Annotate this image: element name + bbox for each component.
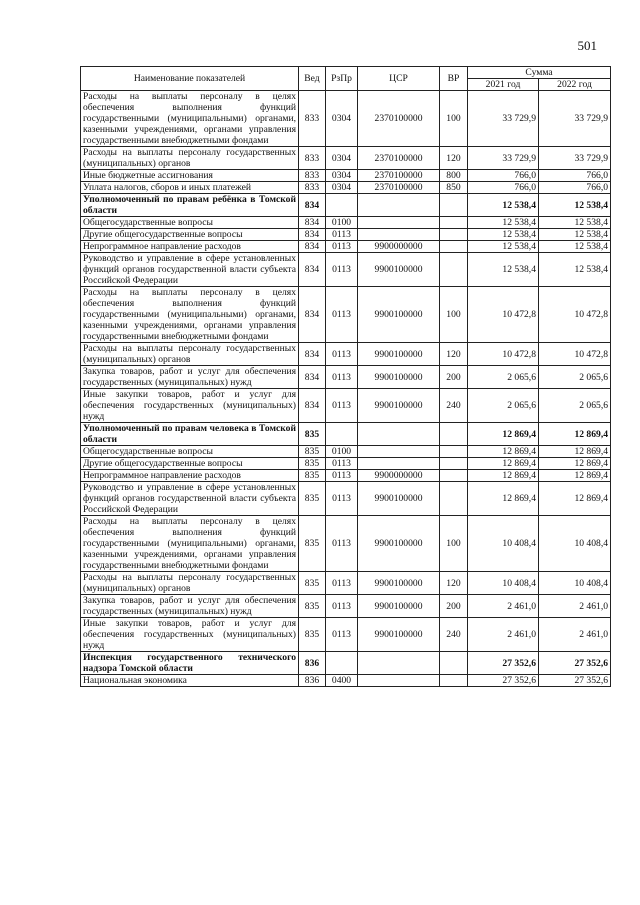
cell-sum-2021: 12 869,4 (468, 458, 539, 470)
table-row (81, 389, 611, 423)
cell-rzpr: 0113 (326, 343, 358, 366)
cell-vr: 850 (440, 182, 468, 194)
cell-vr (440, 470, 468, 482)
cell-sum-2021: 2 461,0 (468, 618, 539, 652)
cell-rzpr: 0113 (326, 482, 358, 516)
cell-csr: 9900100000 (358, 595, 440, 618)
cell-csr (358, 229, 440, 241)
cell-rzpr: 0113 (326, 366, 358, 389)
cell-csr: 9900100000 (358, 343, 440, 366)
cell-csr: 2370100000 (358, 182, 440, 194)
cell-sum-2021: 12 869,4 (468, 423, 539, 446)
cell-rzpr (326, 423, 358, 446)
header-rzpr: РзПр (326, 67, 358, 91)
table-row-department (81, 423, 611, 446)
cell-sum-2022: 10 472,8 (539, 287, 611, 343)
table-row (81, 516, 611, 572)
cell-rzpr: 0113 (326, 287, 358, 343)
cell-csr (358, 675, 440, 687)
cell-name: Иные бюджетные ассигнования (81, 170, 299, 182)
cell-csr (358, 217, 440, 229)
cell-sum-2021: 10 472,8 (468, 287, 539, 343)
cell-sum-2021: 12 538,4 (468, 217, 539, 229)
cell-sum-2022: 2 065,6 (539, 389, 611, 423)
cell-rzpr: 0113 (326, 229, 358, 241)
cell-sum-2022: 2 461,0 (539, 618, 611, 652)
cell-sum-2022: 33 729,9 (539, 147, 611, 170)
cell-name: Руководство и управление в сфере установленных функций органов государственной власти субъекта Российской Федерации (81, 253, 299, 287)
cell-rzpr: 0113 (326, 618, 358, 652)
cell-vr: 120 (440, 572, 468, 595)
table-row (81, 446, 611, 458)
cell-sum-2021: 10 408,4 (468, 572, 539, 595)
cell-rzpr: 0113 (326, 470, 358, 482)
table-body (81, 91, 611, 687)
cell-sum-2021: 33 729,9 (468, 147, 539, 170)
cell-rzpr: 0304 (326, 91, 358, 147)
cell-ved: 833 (299, 91, 326, 147)
cell-vr: 120 (440, 343, 468, 366)
table-row (81, 170, 611, 182)
cell-ved: 833 (299, 147, 326, 170)
cell-vr (440, 423, 468, 446)
cell-ved: 835 (299, 595, 326, 618)
cell-name: Руководство и управление в сфере установленных функций органов государственной власти субъекта Российской Федерации (81, 482, 299, 516)
header-name: Наименование показателей (81, 67, 299, 91)
cell-vr (440, 229, 468, 241)
cell-vr: 100 (440, 516, 468, 572)
cell-name: Национальная экономика (81, 675, 299, 687)
cell-ved: 835 (299, 572, 326, 595)
cell-sum-2022: 27 352,6 (539, 652, 611, 675)
table-row (81, 470, 611, 482)
cell-name: Расходы на выплаты персоналу государственных (муниципальных) органов (81, 147, 299, 170)
cell-csr: 9900000000 (358, 470, 440, 482)
table-row (81, 229, 611, 241)
cell-csr: 9900100000 (358, 287, 440, 343)
cell-vr (440, 652, 468, 675)
cell-rzpr: 0113 (326, 389, 358, 423)
cell-ved: 834 (299, 229, 326, 241)
cell-name: Иные закупки товаров, работ и услуг для обеспечения государственных (муниципальных) нужд (81, 389, 299, 423)
cell-csr: 2370100000 (358, 91, 440, 147)
table-row (81, 91, 611, 147)
cell-ved: 836 (299, 675, 326, 687)
cell-sum-2022: 27 352,6 (539, 675, 611, 687)
cell-name: Уполномоченный по правам человека в Томской области (81, 423, 299, 446)
cell-sum-2021: 10 408,4 (468, 516, 539, 572)
cell-name: Расходы на выплаты персоналу в целях обеспечения выполнения функций государственными (муниципальными) органами, казенными учреждениями, органами управления государственными внебюджетными фондами (81, 91, 299, 147)
cell-sum-2021: 12 538,4 (468, 194, 539, 217)
table-header (81, 67, 611, 91)
cell-sum-2022: 12 538,4 (539, 194, 611, 217)
cell-name: Общегосударственные вопросы (81, 446, 299, 458)
cell-sum-2021: 12 869,4 (468, 446, 539, 458)
cell-name: Непрограммное направление расходов (81, 241, 299, 253)
cell-ved: 835 (299, 458, 326, 470)
cell-csr (358, 194, 440, 217)
cell-csr: 9900100000 (358, 253, 440, 287)
cell-name: Уплата налогов, сборов и иных платежей (81, 182, 299, 194)
table-row (81, 366, 611, 389)
cell-csr (358, 446, 440, 458)
cell-sum-2021: 27 352,6 (468, 652, 539, 675)
cell-ved: 835 (299, 446, 326, 458)
cell-sum-2021: 12 869,4 (468, 470, 539, 482)
cell-sum-2022: 10 408,4 (539, 572, 611, 595)
cell-sum-2021: 12 538,4 (468, 229, 539, 241)
cell-sum-2021: 2 065,6 (468, 389, 539, 423)
cell-csr (358, 423, 440, 446)
table-row (81, 482, 611, 516)
table-row (81, 618, 611, 652)
cell-vr: 240 (440, 618, 468, 652)
cell-csr: 9900100000 (358, 366, 440, 389)
cell-ved: 834 (299, 389, 326, 423)
cell-ved: 834 (299, 343, 326, 366)
cell-ved: 835 (299, 482, 326, 516)
cell-csr (358, 652, 440, 675)
cell-ved: 836 (299, 652, 326, 675)
table-row (81, 287, 611, 343)
cell-rzpr: 0113 (326, 458, 358, 470)
cell-sum-2022: 12 869,4 (539, 423, 611, 446)
cell-sum-2021: 2 065,6 (468, 366, 539, 389)
cell-sum-2021: 2 461,0 (468, 595, 539, 618)
cell-rzpr: 0113 (326, 595, 358, 618)
cell-vr (440, 482, 468, 516)
header-csr: ЦСР (358, 67, 440, 91)
cell-rzpr: 0113 (326, 253, 358, 287)
cell-name: Расходы на выплаты персоналу в целях обеспечения выполнения функций государственными (муниципальными) органами, казенными учреждениями, органами управления государственными внебюджетными фондами (81, 516, 299, 572)
cell-name: Расходы на выплаты персоналу государственных (муниципальных) органов (81, 572, 299, 595)
cell-sum-2022: 12 538,4 (539, 229, 611, 241)
cell-csr: 9900100000 (358, 516, 440, 572)
cell-rzpr (326, 194, 358, 217)
cell-sum-2021: 766,0 (468, 170, 539, 182)
cell-csr: 9900000000 (358, 241, 440, 253)
header-year-2021: 2021 год (468, 79, 539, 91)
cell-vr (440, 194, 468, 217)
cell-ved: 833 (299, 170, 326, 182)
cell-ved: 835 (299, 516, 326, 572)
cell-sum-2021: 766,0 (468, 182, 539, 194)
cell-ved: 835 (299, 470, 326, 482)
cell-vr (440, 675, 468, 687)
cell-rzpr: 0304 (326, 147, 358, 170)
table-row (81, 253, 611, 287)
table-row (81, 147, 611, 170)
cell-vr (440, 217, 468, 229)
cell-name: Другие общегосударственные вопросы (81, 229, 299, 241)
cell-vr: 100 (440, 91, 468, 147)
table-row-department (81, 194, 611, 217)
cell-sum-2022: 33 729,9 (539, 91, 611, 147)
cell-name: Уполномоченный по правам ребёнка в Томской области (81, 194, 299, 217)
cell-sum-2022: 12 869,4 (539, 458, 611, 470)
cell-rzpr: 0100 (326, 446, 358, 458)
cell-sum-2021: 33 729,9 (468, 91, 539, 147)
cell-vr: 200 (440, 595, 468, 618)
cell-csr: 9900100000 (358, 572, 440, 595)
cell-ved: 835 (299, 423, 326, 446)
header-sum: Сумма (468, 67, 611, 79)
cell-vr (440, 253, 468, 287)
cell-sum-2021: 12 538,4 (468, 253, 539, 287)
cell-csr: 9900100000 (358, 482, 440, 516)
cell-name: Расходы на выплаты персоналу государственных (муниципальных) органов (81, 343, 299, 366)
cell-rzpr: 0400 (326, 675, 358, 687)
cell-name: Общегосударственные вопросы (81, 217, 299, 229)
cell-sum-2021: 12 538,4 (468, 241, 539, 253)
cell-sum-2021: 10 472,8 (468, 343, 539, 366)
cell-sum-2022: 766,0 (539, 182, 611, 194)
cell-sum-2022: 2 461,0 (539, 595, 611, 618)
cell-csr: 2370100000 (358, 170, 440, 182)
table-row (81, 241, 611, 253)
cell-sum-2021: 12 869,4 (468, 482, 539, 516)
header-year-2022: 2022 год (539, 79, 611, 91)
cell-name: Закупка товаров, работ и услуг для обеспечения государственных (муниципальных) нужд (81, 595, 299, 618)
header-vr: ВР (440, 67, 468, 91)
cell-name: Расходы на выплаты персоналу в целях обеспечения выполнения функций государственными (муниципальными) органами, казенными учреждениями, органами управления государственными внебюджетными фондами (81, 287, 299, 343)
cell-vr: 800 (440, 170, 468, 182)
cell-ved: 835 (299, 618, 326, 652)
cell-sum-2022: 12 869,4 (539, 470, 611, 482)
cell-sum-2022: 10 472,8 (539, 343, 611, 366)
cell-ved: 834 (299, 194, 326, 217)
cell-sum-2022: 12 538,4 (539, 217, 611, 229)
cell-vr (440, 458, 468, 470)
table-row (81, 595, 611, 618)
cell-name: Непрограммное направление расходов (81, 470, 299, 482)
table-row (81, 182, 611, 194)
cell-ved: 834 (299, 217, 326, 229)
table-row (81, 572, 611, 595)
cell-rzpr: 0113 (326, 241, 358, 253)
cell-vr (440, 241, 468, 253)
cell-name: Другие общегосударственные вопросы (81, 458, 299, 470)
cell-sum-2022: 12 869,4 (539, 482, 611, 516)
cell-vr (440, 446, 468, 458)
cell-csr (358, 458, 440, 470)
table-row (81, 458, 611, 470)
cell-vr: 100 (440, 287, 468, 343)
table-row (81, 217, 611, 229)
cell-name: Иные закупки товаров, работ и услуг для обеспечения государственных (муниципальных) нужд (81, 618, 299, 652)
cell-sum-2022: 10 408,4 (539, 516, 611, 572)
cell-vr: 120 (440, 147, 468, 170)
cell-ved: 834 (299, 366, 326, 389)
cell-rzpr: 0113 (326, 572, 358, 595)
cell-ved: 834 (299, 253, 326, 287)
header-ved: Вед (299, 67, 326, 91)
cell-ved: 834 (299, 241, 326, 253)
cell-sum-2022: 12 538,4 (539, 253, 611, 287)
cell-rzpr: 0113 (326, 516, 358, 572)
cell-name: Закупка товаров, работ и услуг для обеспечения государственных (муниципальных) нужд (81, 366, 299, 389)
budget-table (80, 66, 611, 687)
cell-sum-2022: 12 538,4 (539, 241, 611, 253)
table-row-department (81, 652, 611, 675)
cell-sum-2022: 12 869,4 (539, 446, 611, 458)
cell-sum-2022: 766,0 (539, 170, 611, 182)
cell-sum-2022: 2 065,6 (539, 366, 611, 389)
table-row (81, 343, 611, 366)
cell-rzpr: 0304 (326, 182, 358, 194)
cell-csr: 2370100000 (358, 147, 440, 170)
cell-rzpr: 0304 (326, 170, 358, 182)
cell-name: Инспекция государственного технического надзора Томской области (81, 652, 299, 675)
table-row (81, 675, 611, 687)
cell-sum-2021: 27 352,6 (468, 675, 539, 687)
cell-vr: 200 (440, 366, 468, 389)
cell-ved: 834 (299, 287, 326, 343)
cell-ved: 833 (299, 182, 326, 194)
cell-csr: 9900100000 (358, 389, 440, 423)
cell-rzpr: 0100 (326, 217, 358, 229)
cell-rzpr (326, 652, 358, 675)
cell-vr: 240 (440, 389, 468, 423)
cell-csr: 9900100000 (358, 618, 440, 652)
page-number: 501 (577, 38, 597, 53)
